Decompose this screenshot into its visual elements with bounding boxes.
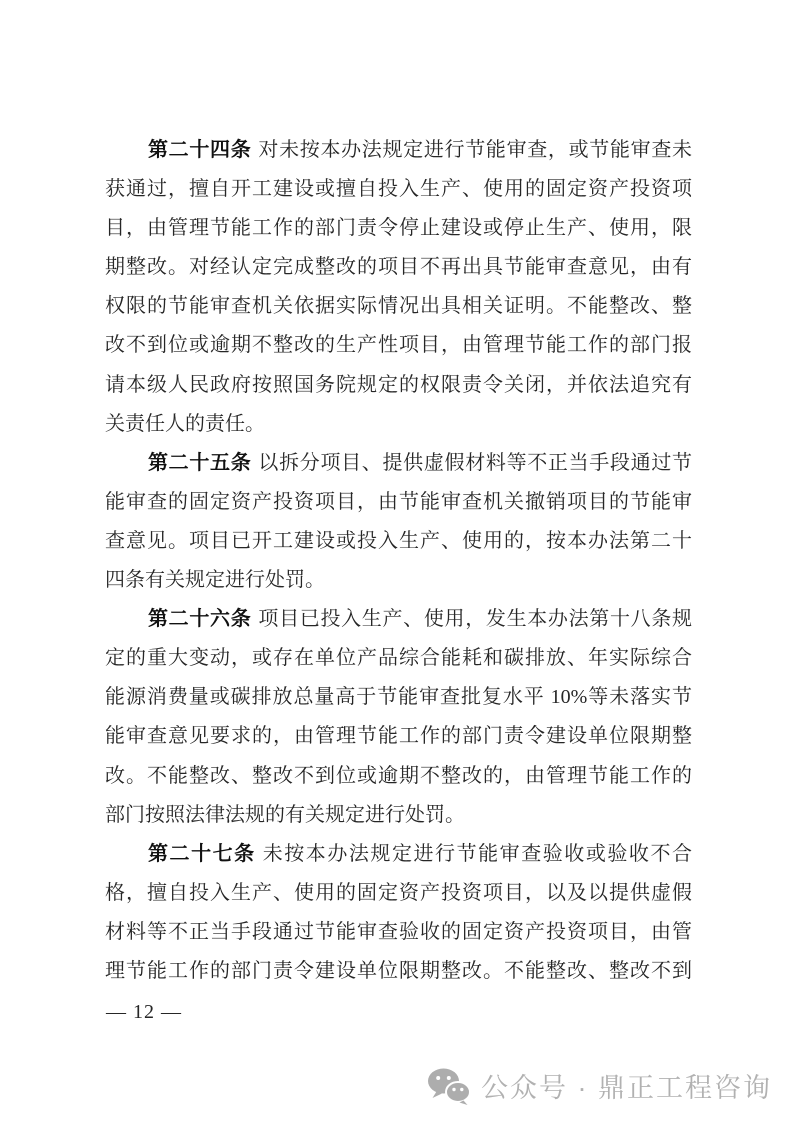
- text-line-content: 未按本办法规定进行节能审查验收或验收不合: [262, 842, 693, 865]
- text-line: 关责任人的责任。: [105, 412, 265, 435]
- article-25-heading: 第二十五条: [148, 451, 252, 474]
- text-line: 能审查的固定资产投资项目，由节能审查机关撤销项目的节能审: [105, 490, 692, 513]
- wechat-icon: [427, 1067, 471, 1105]
- text-line: 能源消费量或碳排放总量高于节能审查批复水平 10%等未落实节: [105, 686, 692, 709]
- paragraph-article-24: [105, 131, 692, 444]
- text-line: 四条有关规定进行处罚。: [105, 569, 325, 592]
- text-line: [105, 600, 692, 639]
- text-line: [105, 835, 692, 874]
- text-line: [105, 444, 692, 483]
- paragraph-article-27: [105, 835, 692, 991]
- text-line: 理节能工作的部门责令建设单位限期整改。不能整改、整改不到: [105, 959, 692, 982]
- text-line: 期整改。对经认定完成整改的项目不再出具节能审查意见，由有: [105, 256, 692, 279]
- text-line: 权限的节能审查机关依据实际情况出具相关证明。不能整改、整: [105, 295, 692, 318]
- watermark-footer: [427, 1066, 772, 1105]
- page-number: — 12 —: [106, 1001, 182, 1023]
- text-line-content: 以拆分项目、提供虚假材料等不正当手段通过节: [258, 451, 693, 474]
- text-line: 改。不能整改、整改不到位或逾期不整改的，由管理节能工作的: [105, 764, 692, 787]
- text-line-content: 项目已投入生产、使用，发生本办法第十八条规: [258, 608, 693, 631]
- text-line: 获通过，擅自开工建设或擅自投入生产、使用的固定资产投资项: [105, 178, 692, 201]
- paragraph-article-25: [105, 444, 692, 600]
- text-line: 部门按照法律法规的有关规定进行处罚。: [105, 803, 465, 826]
- text-line: 格，擅自投入生产、使用的固定资产投资项目，以及以提供虚假: [105, 881, 692, 904]
- text-line: [105, 131, 692, 170]
- text-line: 能审查意见要求的，由管理节能工作的部门责令建设单位限期整: [105, 725, 692, 748]
- watermark-label: 公众号 · 鼎正工程咨询: [481, 1073, 772, 1103]
- article-26-heading: 第二十六条: [148, 608, 252, 631]
- text-line: 查意见。项目已开工建设或投入生产、使用的，按本办法第二十: [105, 529, 692, 552]
- text-line: 改不到位或逾期不整改的生产性项目，由管理节能工作的部门报: [105, 334, 692, 357]
- text-line: 目，由管理节能工作的部门责令停止建设或停止生产、使用，限: [105, 217, 692, 240]
- text-line: 材料等不正当手段通过节能审查验收的固定资产投资项目，由管: [105, 920, 692, 943]
- text-line-content: 对未按本办法规定进行节能审查，或节能审查未: [258, 139, 693, 161]
- paragraph-article-26: [105, 600, 692, 835]
- document-body: [105, 131, 692, 991]
- text-line: 请本级人民政府按照国务院规定的权限责令关闭，并依法追究有: [105, 373, 692, 396]
- text-line: 定的重大变动，或存在单位产品综合能耗和碳排放、年实际综合: [105, 647, 692, 670]
- article-24-heading: 第二十四条: [148, 139, 252, 161]
- article-27-heading: 第二十七条: [148, 842, 256, 865]
